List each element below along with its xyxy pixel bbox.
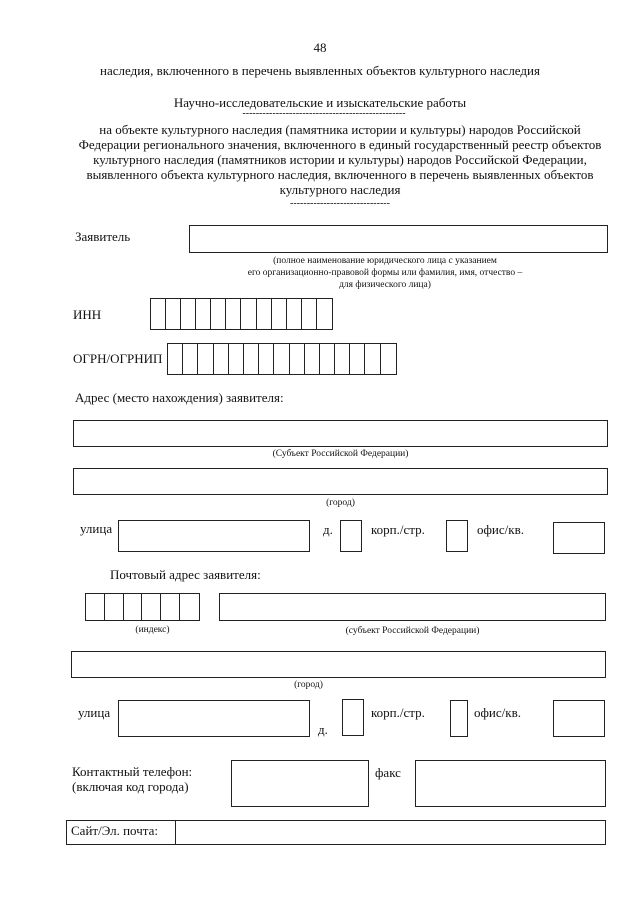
digit-cell[interactable] xyxy=(335,344,350,374)
address-street-field[interactable] xyxy=(118,520,310,552)
postal-street-field[interactable] xyxy=(118,700,310,737)
digit-cell[interactable] xyxy=(305,344,320,374)
address-house-field[interactable] xyxy=(340,520,362,552)
postal-building-label: корп./стр. xyxy=(371,705,425,720)
postal-index-cells xyxy=(85,593,200,621)
digit-cell[interactable] xyxy=(290,344,305,374)
postal-office-label: офис/кв. xyxy=(474,705,521,720)
object-line: культурного наследия xyxy=(279,182,401,197)
postal-street-label: улица xyxy=(78,705,111,720)
ogrn-cells xyxy=(167,343,397,375)
phone-field[interactable] xyxy=(231,760,369,807)
postal-subject-hint: (субъект Российской Федерации) xyxy=(345,626,480,636)
phone-label: Контактный телефон: xyxy=(72,764,193,779)
postal-index-field[interactable] xyxy=(85,593,200,621)
postal-subject-field[interactable] xyxy=(219,593,606,621)
digit-cell[interactable] xyxy=(287,299,302,329)
address-office-label: офис/кв. xyxy=(477,522,524,537)
object-line: Федерации регионального значения, включенного в единый государственный реестр объектов xyxy=(78,137,602,152)
fax-label: факс xyxy=(375,765,401,780)
digit-cell[interactable] xyxy=(124,594,143,620)
dash-separator-long: ------------------------------------------------- xyxy=(242,108,406,119)
dash-separator-short: ------------------------------ xyxy=(290,198,390,209)
phone-label-note: (включая код города) xyxy=(72,779,189,794)
inn-field[interactable] xyxy=(150,298,333,330)
digit-cell[interactable] xyxy=(196,299,211,329)
address-house-label: д. xyxy=(323,522,333,537)
digit-cell[interactable] xyxy=(86,594,105,620)
postal-label: Почтовый адрес заявителя: xyxy=(110,567,261,582)
digit-cell[interactable] xyxy=(226,299,241,329)
ogrn-label: ОГРН/ОГРНИП xyxy=(73,351,163,366)
digit-cell[interactable] xyxy=(274,344,289,374)
digit-cell[interactable] xyxy=(180,594,199,620)
digit-cell[interactable] xyxy=(161,594,180,620)
applicant-name-field[interactable] xyxy=(189,225,608,253)
digit-cell[interactable] xyxy=(151,299,166,329)
address-building-label: корп./стр. xyxy=(371,522,425,537)
applicant-label: Заявитель xyxy=(75,229,131,244)
object-line: выявленного объекта культурного наследия, включенного в перечень выявленных объектов xyxy=(86,167,594,182)
postal-building-field[interactable] xyxy=(450,700,468,737)
digit-cell[interactable] xyxy=(244,344,259,374)
applicant-hint-line: для физического лица) xyxy=(339,280,431,290)
postal-house-label: д. xyxy=(318,722,328,737)
digit-cell[interactable] xyxy=(365,344,380,374)
postal-index-hint: (индекс) xyxy=(135,625,170,635)
digit-cell[interactable] xyxy=(181,299,196,329)
form-subtitle: наследия, включенного в перечень выявленных объектов культурного наследия xyxy=(100,63,540,78)
address-office-field[interactable] xyxy=(553,522,605,554)
digit-cell[interactable] xyxy=(168,344,183,374)
site-email-label: Сайт/Эл. почта: xyxy=(71,823,158,838)
digit-cell[interactable] xyxy=(105,594,124,620)
inn-cells xyxy=(150,298,333,330)
address-city-hint: (город) xyxy=(326,498,355,508)
postal-city-hint: (город) xyxy=(294,680,323,690)
digit-cell[interactable] xyxy=(183,344,198,374)
address-label: Адрес (место нахождения) заявителя: xyxy=(75,390,284,405)
postal-house-field[interactable] xyxy=(342,699,364,736)
digit-cell[interactable] xyxy=(142,594,161,620)
page-number: 48 xyxy=(313,40,327,55)
digit-cell[interactable] xyxy=(350,344,365,374)
digit-cell[interactable] xyxy=(259,344,274,374)
postal-city-field[interactable] xyxy=(71,651,606,678)
applicant-hint xyxy=(210,255,560,291)
applicant-hint-line: его организационно-правовой формы или фамилия, имя, отчество – xyxy=(247,268,523,278)
applicant-hint-line: (полное наименование юридического лица с указанием xyxy=(273,256,497,266)
site-email-field[interactable] xyxy=(176,821,605,844)
digit-cell[interactable] xyxy=(241,299,256,329)
digit-cell[interactable] xyxy=(198,344,213,374)
digit-cell[interactable] xyxy=(317,299,332,329)
postal-office-field[interactable] xyxy=(553,700,605,737)
address-building-field[interactable] xyxy=(446,520,468,552)
inn-label: ИНН xyxy=(73,307,102,322)
digit-cell[interactable] xyxy=(302,299,317,329)
work-type-title: Научно-исследовательские и изыскательские работы xyxy=(173,95,467,110)
object-line: культурного наследия (памятников истории и культуры) народов Российской Федерации, xyxy=(93,152,587,167)
digit-cell[interactable] xyxy=(166,299,181,329)
address-subject-field[interactable] xyxy=(73,420,608,447)
digit-cell[interactable] xyxy=(211,299,226,329)
fax-field[interactable] xyxy=(415,760,606,807)
digit-cell[interactable] xyxy=(257,299,272,329)
ogrn-field[interactable] xyxy=(167,343,397,375)
digit-cell[interactable] xyxy=(272,299,287,329)
address-city-field[interactable] xyxy=(73,468,608,495)
digit-cell[interactable] xyxy=(320,344,335,374)
digit-cell[interactable] xyxy=(381,344,396,374)
address-street-label: улица xyxy=(80,521,113,536)
digit-cell[interactable] xyxy=(229,344,244,374)
address-subject-hint: (Субъект Российской Федерации) xyxy=(272,449,409,459)
digit-cell[interactable] xyxy=(214,344,229,374)
object-line: на объекте культурного наследия (памятника истории и культуры) народов Российской xyxy=(99,122,581,137)
object-description xyxy=(0,122,640,197)
